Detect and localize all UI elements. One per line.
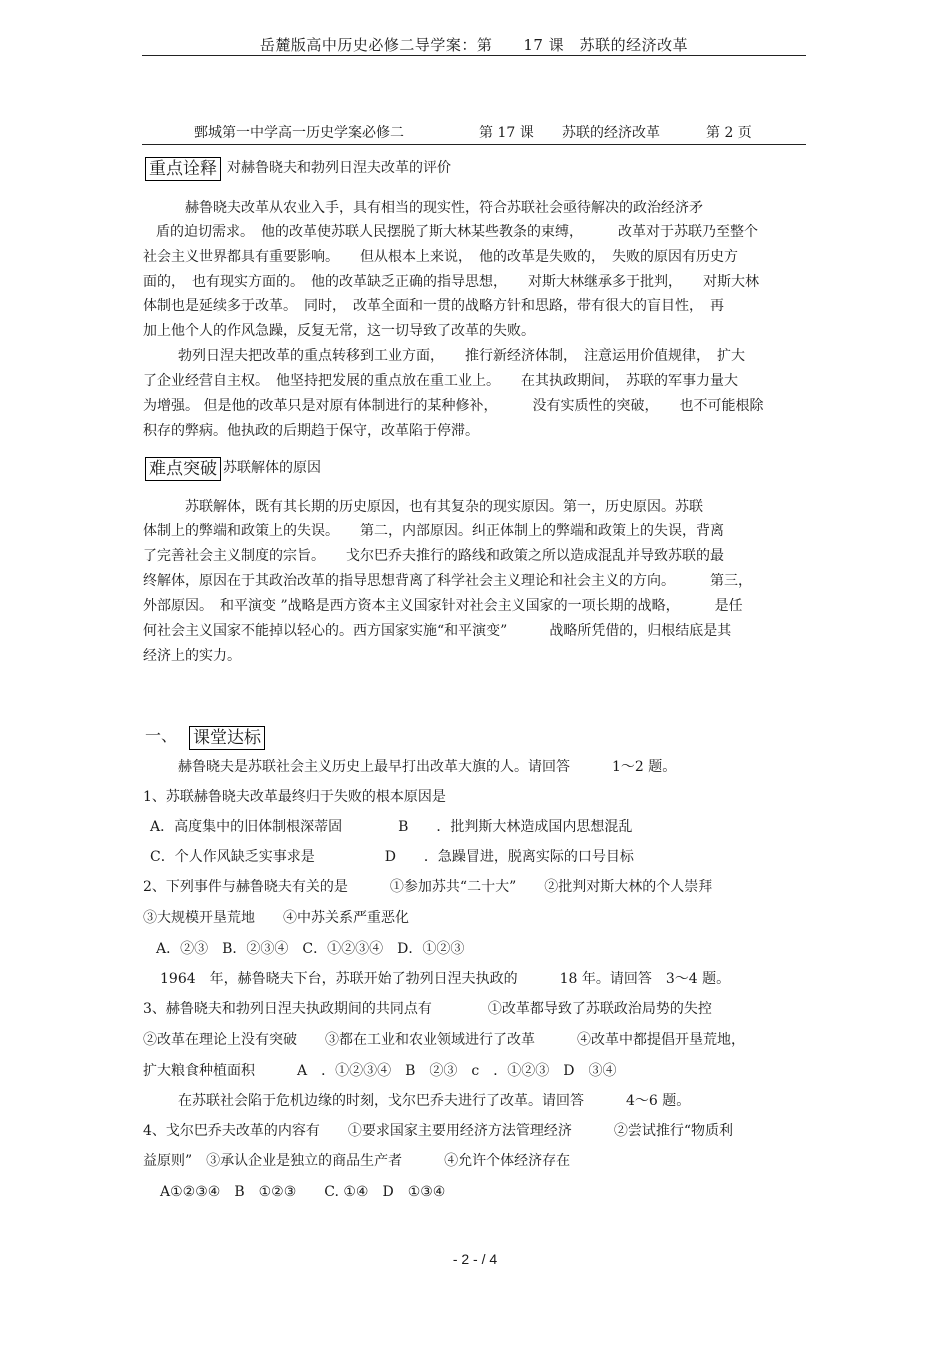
question-line: ③大规模开垦荒地 ④中苏关系严重恶化	[143, 910, 409, 926]
question-line: 3、赫鲁晓夫和勃列日涅夫执政期间的共同点有 ①改革都导致了苏联政治局势的失控	[143, 1001, 712, 1017]
course-page: 第 2 页	[706, 125, 752, 141]
question-line: 在苏联社会陷于危机边缘的时刻，戈尔巴乔夫进行了改革。请回答 4～6 题。	[178, 1093, 691, 1109]
section-key-heading	[145, 157, 451, 181]
paragraph-line: 积存的弊病。他执政的后期趋于保守，改革陷于停滞。	[143, 423, 479, 439]
paragraph-line: 社会主义世界都具有重要影响。 但从根本上来说， 他的改革是失败的， 失败的原因有历史方	[143, 249, 738, 265]
section-diff-label: 难点突破	[145, 457, 221, 481]
paragraph-line: 经济上的实力。	[143, 648, 241, 664]
running-header: 岳麓版高中历史必修二导学案：第 17 课 苏联的经济改革	[259, 36, 689, 54]
option-line: A．②③ B．②③④ C．①②③④ D．①②③	[156, 941, 465, 957]
option-line: 扩大粮食种植面积 A ．①②③④ B ②③ c ．①②③ D ③④	[143, 1063, 617, 1079]
question-line: 2、下列事件与赫鲁晓夫有关的是 ①参加苏共“二十大” ②批判对斯大林的个人崇拜	[143, 879, 713, 895]
paragraph-line: 勃列日涅夫把改革的重点转移到工业方面， 推行新经济体制， 注意运用价值规律， 扩大	[178, 348, 745, 364]
option-line: A．高度集中的旧体制根深蒂固 B ．批判斯大林造成国内思想混乱	[150, 819, 633, 835]
question-line: 赫鲁晓夫是苏联社会主义历史上最早打出改革大旗的人。请回答 1～2 题。	[178, 759, 677, 775]
paragraph-line: 面的， 也有现实方面的。 他的改革缺乏正确的指导思想， 对斯大林继承多于批判， 对斯大林	[143, 274, 759, 290]
paragraph-line: 了完善社会主义制度的宗旨。 戈尔巴乔夫推行的路线和政策之所以造成混乱并导致苏联的最	[143, 548, 724, 564]
course-rule	[142, 144, 806, 145]
paragraph-line: 苏联解体，既有其长期的历史原因，也有其复杂的现实原因。第一，历史原因。苏联	[185, 499, 703, 515]
section-diff-subtitle: 苏联解体的原因	[223, 460, 321, 476]
option-line: C．个人作风缺乏实事求是 D ．急躁冒进，脱离实际的口号目标	[150, 849, 634, 865]
paragraph-line: 盾的迫切需求。 他的改革使苏联人民摆脱了斯大林某些教条的束缚， 改革对于苏联乃至整个	[156, 224, 758, 240]
section-key-subtitle: 对赫鲁晓夫和勃列日涅夫改革的评价	[227, 160, 451, 176]
page-number: - 2 - / 4	[452, 1251, 498, 1267]
header-rule	[142, 55, 806, 56]
section-class-label: 课堂达标	[189, 726, 265, 750]
option-line: A①②③④ B ①②③ C. ①④ D ①③④	[160, 1184, 446, 1200]
paragraph-line: 体制也是延续多于改革。 同时， 改革全面和一贯的战略方针和思路，带有很大的盲目性， 再	[143, 298, 724, 314]
question-line: 益原则” ③承认企业是独立的商品生产者 ④允许个体经济存在	[143, 1153, 571, 1169]
section-class-heading	[145, 723, 265, 750]
paragraph-line: 赫鲁晓夫改革从农业入手，具有相当的现实性，符合苏联社会亟待解决的政治经济矛	[185, 200, 703, 216]
paragraph-line: 了企业经营自主权。 他坚持把发展的重点放在重工业上。 在其执政期间， 苏联的军事力量大	[143, 373, 738, 389]
paragraph-line: 终解体，原因在于其政治改革的指导思想背离了科学社会主义理论和社会主义的方向。 第三，	[143, 573, 752, 589]
paragraph-line: 加上他个人的作风急躁，反复无常，这一切导致了改革的失败。	[143, 323, 535, 339]
course-title: 苏联的经济改革	[562, 125, 660, 141]
question-line: ②改革在理论上没有突破 ③都在工业和农业领域进行了改革 ④改革中都提倡开垦荒地，	[143, 1032, 745, 1048]
section-key-label: 重点诠释	[145, 157, 221, 181]
paragraph-line: 何社会主义国家不能掉以轻心的。西方国家实施“和平演变” 战略所凭借的，归根结底是其	[143, 623, 732, 639]
paragraph-line: 外部原因。 和平演变 ”战略是西方资本主义国家针对社会主义国家的一项长期的战略， 是任	[143, 598, 743, 614]
paragraph-line: 为增强。 但是他的改革只是对原有体制进行的某种修补， 没有实质性的突破， 也不可能根除	[143, 398, 764, 414]
course-line	[142, 122, 806, 142]
paragraph-line: 体制上的弊端和政策上的失误。 第二，内部原因。纠正体制上的弊端和政策上的失误，背离	[143, 523, 724, 539]
course-school: 鄄城第一中学高一历史学案必修二	[194, 125, 404, 141]
section-class-number: 一、	[145, 726, 178, 745]
question-line: 1、苏联赫鲁晓夫改革最终归于失败的根本原因是	[143, 789, 446, 805]
course-lesson: 第 17 课	[479, 125, 534, 141]
question-line: 1964 年，赫鲁晓夫下台，苏联开始了勃列日涅夫执政的 18 年。请回答 3～4 题。	[160, 971, 731, 987]
section-diff-heading	[145, 457, 321, 481]
question-line: 4、戈尔巴乔夫改革的内容有 ①要求国家主要用经济方法管理经济 ②尝试推行“物质利	[143, 1123, 734, 1139]
